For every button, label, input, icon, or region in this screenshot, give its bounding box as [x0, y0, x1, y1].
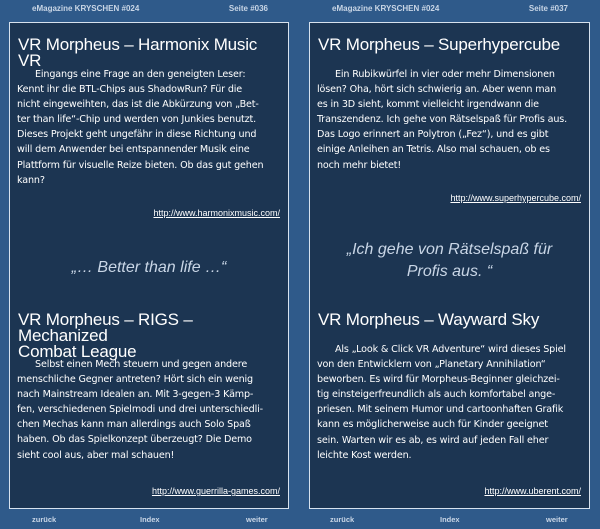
page-header [300, 4, 600, 16]
article-body [17, 67, 280, 188]
article-body [317, 67, 581, 173]
body-line: es in 3D sieht, kommt vielleicht irgendwann die [317, 99, 539, 111]
body-line: nach Mainstream Idealen an. Mit 3-gegen-3 Kämp- [17, 389, 254, 401]
prev-link[interactable]: zurück [32, 515, 57, 524]
article-link[interactable]: http://www.guerrilla-games.com/ [151, 486, 280, 496]
body-line: fen, verschiedenen Spielmodi und drei unterschiedli- [17, 404, 263, 416]
body-line: kann es möglicherweise auch für Kinder geeignet [317, 419, 548, 431]
page-right [300, 0, 600, 529]
article-link[interactable]: http://www.uberent.com/ [484, 486, 581, 496]
body-line: menschliche Gegner antreten? Hört sich ein wenig [17, 374, 253, 386]
body-line: lösen? Oha, hört sich schwierig an. Aber wenn man [317, 84, 557, 96]
body-line: will dem Anwender bei entspannender Musik eine [17, 144, 250, 156]
article-body [317, 342, 581, 463]
body-line: beworben. Es wird für Morpheus-Beginner gleichzei- [317, 374, 560, 386]
body-line: Dieses Projekt geht ungefähr in diese Richtung und [17, 129, 257, 141]
page-footer [0, 515, 300, 527]
body-line: Selbst einen Mech steuern und gegen andere [35, 359, 248, 370]
article-body [17, 357, 280, 463]
article-link[interactable]: http://www.harmonixmusic.com/ [153, 208, 280, 218]
page-footer [300, 515, 600, 527]
content-panel [309, 22, 590, 509]
body-line: kann? [17, 174, 45, 186]
index-link[interactable]: Index [440, 515, 460, 524]
body-line: Plattform für visuelle Reize bieten. Ob das gut gehen [17, 159, 264, 171]
body-line: priesen. Mit seinem Humor und cartoonhaften Grafik [317, 404, 564, 416]
body-line: sieht cool aus, aber mal schauen! [17, 449, 175, 461]
article-title: VR Morpheus – Harmonix Music VR [18, 35, 258, 70]
magazine-title: eMagazine KRYSCHEN #024 [332, 4, 440, 13]
pull-quote: „Ich gehe von Rätselspaß für Profis aus. “ [346, 241, 553, 280]
page-number: Seite #037 [528, 4, 568, 13]
body-line: tig einsteigerfreundlich als auch komfortabel ange- [317, 389, 556, 401]
body-line: ter than life“-Chip und werden von Junkies benutzt. [17, 114, 257, 126]
article-link[interactable]: http://www.superhypercube.com/ [450, 193, 581, 203]
article-title: VR Morpheus – Wayward Sky [318, 310, 540, 329]
body-line: Ein Rubikwürfel in vier oder mehr Dimensionen [335, 69, 555, 80]
content-panel [9, 22, 289, 509]
body-line: leichte Kost werden. [317, 449, 412, 461]
prev-link[interactable]: zurück [330, 515, 355, 524]
body-line: von den Entwicklern von „Planetary Annihilation“ [317, 359, 546, 371]
body-line: chen Mechas kann man allerdings auch Solo Spaß [17, 419, 251, 431]
next-link[interactable]: weiter [546, 515, 568, 524]
next-link[interactable]: weiter [246, 515, 268, 524]
article-title: VR Morpheus – Superhypercube [318, 35, 560, 54]
body-line: Als „Look & Click VR Adventure“ wird dieses Spiel [335, 344, 566, 355]
body-line: nicht eingeweihten, das ist die Abkürzung von „Bet- [17, 99, 259, 111]
body-line: Kennt ihr die BTL-Chips aus ShadowRun? Für die [17, 84, 243, 96]
body-line: haben. Ob das Spielkonzept überzeugt? Die Demo [17, 434, 252, 446]
article-title: VR Morpheus – RIGS – Mechanized Combat League [18, 310, 193, 361]
pull-quote: „… Better than life …“ [71, 259, 227, 276]
body-line: sein. Warten wir es ab, es wird auf jeden Fall eher [317, 434, 549, 446]
body-line: Transzendenz. Ich gehe von Rätselspaß für Profis aus. [317, 114, 568, 126]
body-line: noch mehr bietet! [317, 159, 402, 171]
body-line: einige Anleihen an Tetris. Also mal schauen, ob es [317, 144, 550, 156]
body-line: Das Logo erinnert an Polytron („Fez“), und es gibt [317, 129, 549, 141]
index-link[interactable]: Index [140, 515, 160, 524]
page-header [0, 4, 300, 16]
page-number: Seite #036 [228, 4, 268, 13]
magazine-title: eMagazine KRYSCHEN #024 [32, 4, 140, 13]
body-line: Eingangs eine Frage an den geneigten Leser: [35, 69, 246, 80]
